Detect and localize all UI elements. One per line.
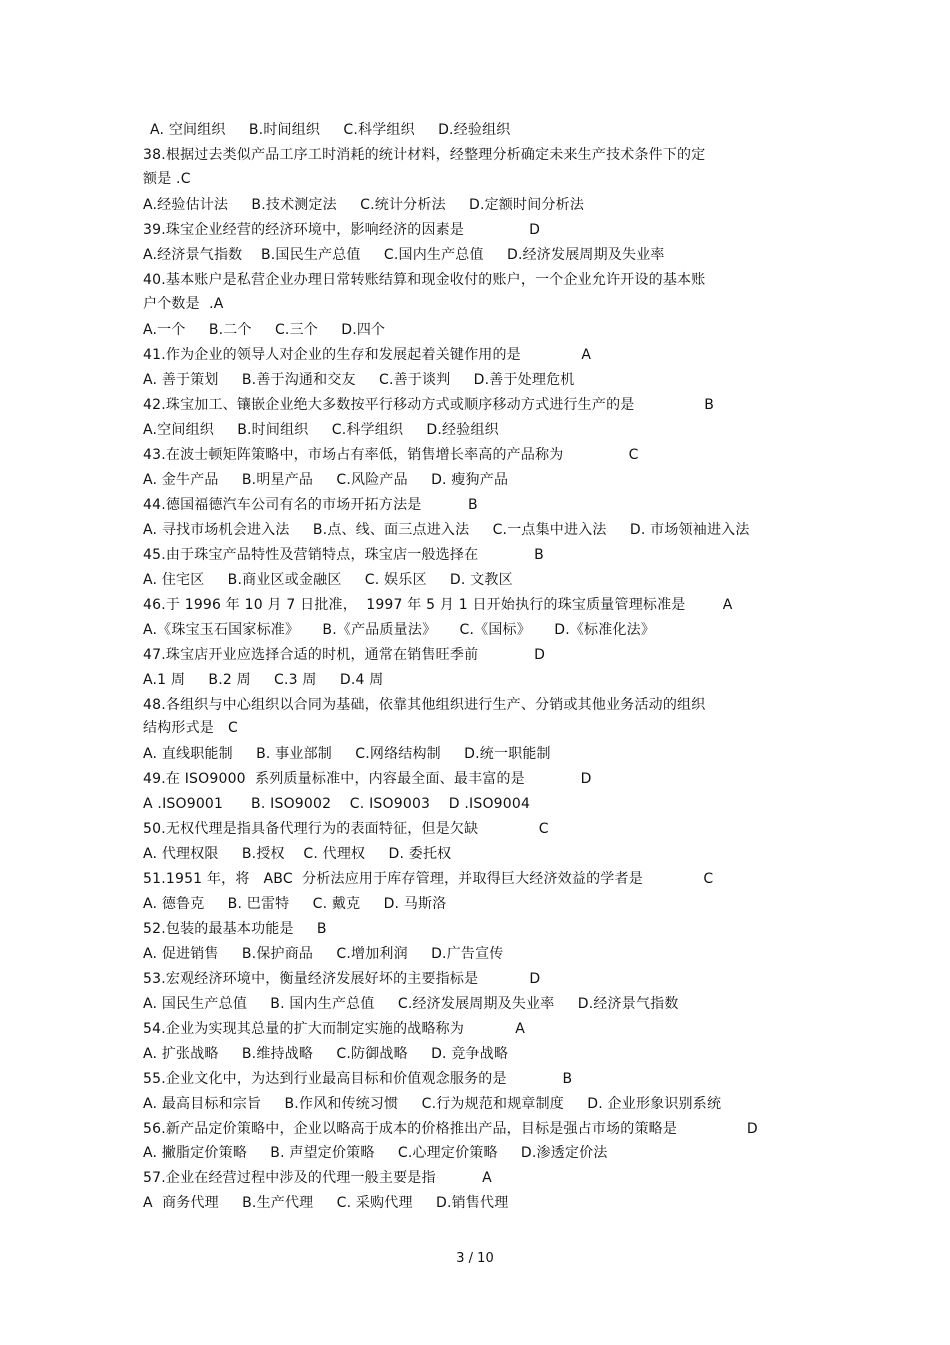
options-41: A. 善于策划 B.善于沟通和交友 C.善于谈判 D.善于处理危机 <box>143 372 575 388</box>
options-42: A.空间组织 B.时间组织 C.科学组织 D.经验组织 <box>143 422 499 438</box>
question-38: 38.根据过去类似产品工序工时消耗的统计材料，经整理分析确定未来生产技术条件下的定 <box>143 147 706 163</box>
options-51: A. 德鲁克 B. 巴雷特 C. 戴克 D. 马斯洛 <box>143 896 447 912</box>
question-49: 49.在 ISO9000 系列质量标准中，内容最全面、最丰富的是 D <box>143 771 592 787</box>
options-57: A 商务代理 B.生产代理 C. 采购代理 D.销售代理 <box>143 1195 509 1211</box>
question-46: 46.于 1996 年 10 月 7 日批准， 1997 年 5 月 1 日开始执行的珠宝质量管理标准是 A <box>143 597 733 613</box>
options-50: A. 代理权限 B.授权 C. 代理权 D. 委托权 <box>143 846 452 862</box>
options-55: A. 最高目标和宗旨 B.作风和传统习惯 C.行为规范和规章制度 D. 企业形象识别系统 <box>143 1096 722 1112</box>
question-51: 51.1951 年，将 ABC 分析法应用于库存管理，并取得巨大经济效益的学者是 C <box>143 871 714 887</box>
question-53: 53.宏观经济环境中，衡量经济发展好坏的主要指标是 D <box>143 971 541 987</box>
question-40: 40.基本账户是私营企业办理日常转账结算和现金收付的账户，一个企业允许开设的基本账 <box>143 272 706 288</box>
options-53: A. 国民生产总值 B. 国内生产总值 C.经济发展周期及失业率 D.经济景气指数 <box>143 996 679 1012</box>
options-45: A. 住宅区 B.商业区或金融区 C. 娱乐区 D. 文教区 <box>143 572 513 588</box>
text-line: A. 空间组织 B.时间组织 C.科学组织 D.经验组织 <box>150 122 511 138</box>
question-56: 56.新产品定价策略中，企业以略高于成本的价格推出产品，目标是强占市场的策略是 D <box>143 1121 758 1137</box>
question-44: 44.德国福德汽车公司有名的市场开拓方法是 B <box>143 497 478 513</box>
question-39: 39.珠宝企业经营的经济环境中，影响经济的因素是 D <box>143 222 541 238</box>
options-38: A.经验估计法 B.技术测定法 C.统计分析法 D.定额时间分析法 <box>143 197 585 213</box>
options-44: A. 寻找市场机会进入法 B.点、线、面三点进入法 C.一点集中进入法 D. 市场领袖进入法 <box>143 522 750 538</box>
options-49: A .ISO9001 B. ISO9002 C. ISO9003 D .ISO9004 <box>143 796 531 812</box>
options-48: A. 直线职能制 B. 事业部制 C.网络结构制 D.统一职能制 <box>143 746 551 762</box>
question-55: 55.企业文化中，为达到行业最高目标和价值观念服务的是 B <box>143 1071 573 1087</box>
question-43: 43.在波士顿矩阵策略中，市场占有率低，销售增长率高的产品称为 C <box>143 447 639 463</box>
page-number: 3 / 10 <box>456 1251 494 1266</box>
text-line: 额是 .C <box>143 171 191 187</box>
options-52: A. 促进销售 B.保护商品 C.增加利润 D.广告宣传 <box>143 946 504 962</box>
options-47: A.1 周 B.2 周 C.3 周 D.4 周 <box>143 672 384 688</box>
question-42: 42.珠宝加工、镶嵌企业绝大多数按平行移动方式或顺序移动方式进行生产的是 B <box>143 397 715 413</box>
question-41: 41.作为企业的领导人对企业的生存和发展起着关键作用的是 A <box>143 347 592 363</box>
options-46: A.《珠宝玉石国家标准》 B.《产品质量法》 C.《国标》 D.《标准化法》 <box>143 622 656 638</box>
options-39: A.经济景气指数 B.国民生产总值 C.国内生产总值 D.经济发展周期及失业率 <box>143 247 665 263</box>
text-line: 结构形式是 C <box>143 720 238 736</box>
options-56: A. 撇脂定价策略 B. 声望定价策略 C.心理定价策略 D.渗透定价法 <box>143 1145 608 1161</box>
question-47: 47.珠宝店开业应选择合适的时机，通常在销售旺季前 D <box>143 647 546 663</box>
question-48: 48.各组织与中心组织以合同为基础，依靠其他组织进行生产、分销或其他业务活动的组织 <box>143 697 706 713</box>
text-line: 户个数是 .A <box>143 296 224 312</box>
question-50: 50.无权代理是指具备代理行为的表面特征，但是欠缺 C <box>143 821 549 837</box>
options-40: A.一个 B.二个 C.三个 D.四个 <box>143 322 386 338</box>
options-54: A. 扩张战略 B.维持战略 C.防御战略 D. 竞争战略 <box>143 1046 509 1062</box>
question-45: 45.由于珠宝产品特性及营销特点，珠宝店一般选择在 B <box>143 547 544 563</box>
question-57: 57.企业在经营过程中涉及的代理一般主要是指 A <box>143 1170 492 1186</box>
question-54: 54.企业为实现其总量的扩大而制定实施的战略称为 A <box>143 1021 525 1037</box>
options-43: A. 金牛产品 B.明星产品 C.风险产品 D. 瘦狗产品 <box>143 472 509 488</box>
question-52: 52.包装的最基本功能是 B <box>143 921 327 937</box>
